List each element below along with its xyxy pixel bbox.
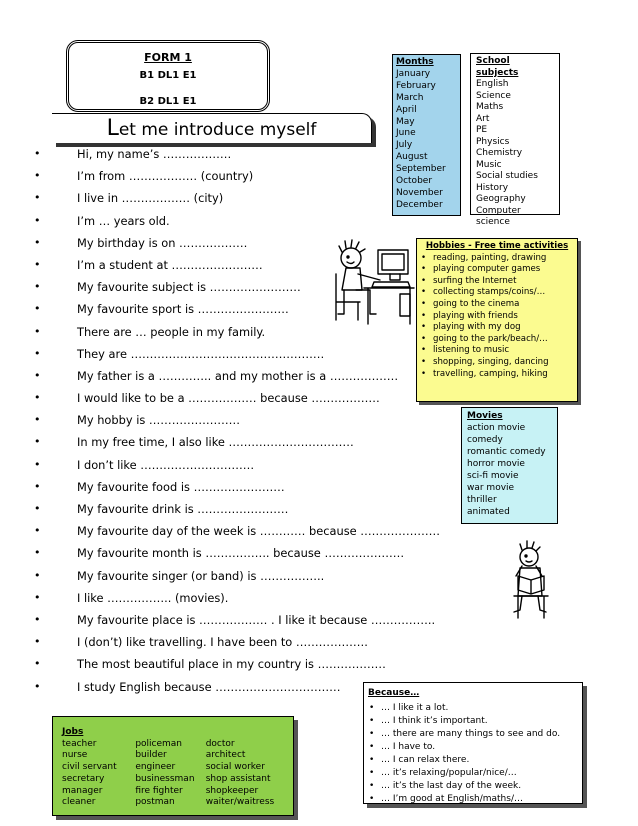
bullet-icon: • (369, 703, 375, 713)
month-item: February (396, 80, 436, 91)
hobby-item (420, 287, 574, 299)
job-item: social worker (205, 762, 265, 773)
sentence-text: I’m from ……………… (country) (77, 169, 254, 184)
bullet-icon: • (34, 302, 41, 316)
hobby-text: reading, painting, drawing (433, 252, 547, 263)
bullet-icon: • (369, 768, 375, 778)
movie-item: action movie (467, 423, 526, 433)
sentence-item (34, 187, 440, 209)
bullet-icon: • (421, 310, 427, 321)
bullet-icon: • (421, 287, 427, 298)
month-item: April (396, 104, 417, 115)
subject-item: Maths (476, 102, 504, 112)
job-item: waiter/waitress (205, 797, 275, 808)
title-initial: L (106, 116, 119, 141)
sentence-item (34, 520, 440, 542)
bullet-icon: • (34, 546, 41, 560)
hobbies-box (416, 238, 578, 402)
bullet-icon: • (34, 568, 41, 582)
hobby-text: collecting stamps/coins/… (433, 287, 546, 298)
sentence-text: I would like to be a ……………… because ……………… (77, 391, 380, 406)
sentence-text: I’m a student at …………………… (77, 257, 263, 272)
student-reading-illustration (506, 540, 556, 620)
page-title (52, 113, 372, 143)
sentence-text: My favourite drink is …………………… (77, 502, 289, 516)
job-item: civil servant (62, 762, 117, 773)
bullet-icon: • (34, 479, 41, 493)
bullet-icon: • (34, 191, 41, 205)
because-item (368, 767, 578, 780)
hobby-text: surfing the Internet (433, 275, 517, 286)
hobby-text: shopping, singing, dancing (433, 356, 549, 367)
month-item: January (396, 68, 431, 79)
sentence-text: My hobby is …………………… (77, 413, 241, 428)
bullet-icon: • (421, 264, 427, 275)
bullet-icon: • (421, 345, 427, 356)
jobs-header: Jobs (62, 727, 84, 737)
job-item: secretary (62, 773, 105, 784)
month-item: July (396, 140, 413, 151)
sentence-item (34, 143, 440, 165)
month-item: March (396, 92, 424, 103)
because-text: … I have to. (381, 742, 436, 752)
bullet-icon: • (34, 612, 41, 626)
hobby-text: listening to music (433, 345, 510, 356)
month-item: October (396, 176, 433, 187)
subject-item: Social studies (476, 171, 538, 181)
jobs-row (62, 762, 293, 774)
movie-item: comedy (467, 435, 503, 445)
month-item: August (396, 152, 428, 163)
sentence-item (34, 565, 440, 587)
hobby-item (420, 334, 574, 346)
bullet-icon: • (421, 252, 427, 263)
sentence-text: I live in ……………… (city) (77, 191, 224, 206)
sentence-item (34, 454, 440, 476)
movie-item: thriller (467, 495, 497, 505)
sentence-text: My favourite food is …………………… (77, 479, 285, 494)
bullet-icon: • (421, 356, 427, 367)
hobby-item (420, 276, 574, 288)
bullet-icon: • (34, 169, 41, 183)
sentence-text: My favourite subject is …………………… (77, 280, 301, 295)
bullet-icon: • (34, 524, 41, 538)
subject-item: Science (476, 90, 511, 101)
sentence-text: I (don’t) like travelling. I have been to ………………. (77, 635, 368, 650)
because-list (368, 702, 578, 806)
because-text: … I think it’s important. (381, 716, 488, 726)
title-rest: et me introduce myself (118, 120, 317, 140)
sentence-item (34, 631, 440, 653)
bullet-icon: • (34, 213, 41, 227)
bullet-icon: • (34, 280, 41, 294)
bullet-icon: • (34, 413, 41, 427)
jobs-box (52, 716, 294, 816)
bullet-icon: • (34, 435, 41, 449)
hobby-text: going to the park/beach/… (433, 333, 548, 344)
jobs-row (62, 750, 293, 762)
bullet-icon: • (369, 755, 375, 765)
bullet-icon: • (34, 635, 41, 649)
bullet-icon: • (34, 502, 41, 515)
because-text: … I’m good at English/maths/… (381, 794, 523, 804)
because-item (368, 715, 578, 728)
sentence-text: My favourite place is ……………… . I like it because …………….. (77, 612, 436, 627)
jobs-row (62, 774, 293, 786)
sentence-text: I’m … years old. (77, 213, 170, 228)
hobby-text: playing with friends (433, 310, 518, 321)
level-label-2: B2 DL1 E1 (139, 96, 197, 107)
sentence-item (34, 653, 440, 675)
sentence-text: My father is a ………….. and my mother is a ……………… (77, 368, 399, 383)
because-text: … it’s relaxing/popular/nice/… (381, 768, 517, 778)
hobby-item (420, 264, 574, 276)
movie-item: romantic comedy (467, 447, 546, 457)
job-item: architect (205, 750, 246, 761)
sentence-text: My favourite sport is …………………… (77, 302, 289, 317)
job-item: teacher (62, 738, 97, 749)
movie-item: horror movie (467, 459, 525, 469)
because-text: … I like it a lot. (381, 703, 449, 713)
sentence-item (34, 609, 440, 631)
subject-item: History (476, 182, 509, 193)
because-box (363, 682, 583, 804)
job-item: shopkeeper (205, 785, 259, 796)
bullet-icon: • (34, 590, 41, 604)
sentence-item (34, 476, 440, 498)
movie-item: animated (467, 507, 510, 517)
bullet-icon: • (369, 716, 375, 726)
hobby-item (420, 322, 574, 334)
job-item: builder (135, 750, 167, 761)
hobby-text: playing with my dog (433, 322, 521, 333)
form-level-box (66, 40, 270, 112)
bullet-icon: • (421, 322, 427, 333)
month-item: May (396, 116, 415, 127)
sentence-text: My favourite day of the week is ………… because ………………… (77, 524, 440, 539)
subject-item: Geography (476, 194, 526, 204)
sentence-list (34, 143, 440, 698)
month-item: September (396, 164, 446, 175)
bullet-icon: • (421, 368, 427, 379)
subject-item: Chemistry (476, 148, 523, 158)
movies-box (461, 407, 558, 524)
subjects-header: School subjects (476, 56, 519, 78)
sentence-item (34, 165, 440, 187)
because-text: … it’s the last day of the week. (381, 781, 522, 791)
sentence-item (34, 365, 440, 387)
hobbies-list (420, 253, 574, 381)
because-item (368, 702, 578, 715)
hobby-item (420, 369, 574, 381)
level-label-1: B1 DL1 E1 (139, 70, 197, 81)
bullet-icon: • (34, 457, 41, 471)
subject-item: Computer science (476, 205, 521, 227)
sentence-text: My favourite singer (or band) is …………….. (77, 568, 325, 583)
bullet-icon: • (34, 368, 41, 382)
bullet-icon: • (421, 298, 427, 309)
hobby-item (420, 345, 574, 357)
bullet-icon: • (34, 235, 41, 249)
job-item: cleaner (62, 797, 96, 808)
bullet-icon: • (34, 324, 41, 338)
bullet-icon: • (34, 346, 41, 360)
jobs-table (62, 739, 293, 809)
sentence-item (34, 498, 440, 520)
bullet-icon: • (34, 257, 41, 271)
months-list (396, 69, 457, 212)
sentence-item (34, 210, 440, 232)
subject-item: PE (476, 125, 488, 135)
sentence-item (34, 343, 440, 365)
form-label: FORM 1 (144, 51, 192, 64)
sentence-text: I don’t like ………………………… (77, 457, 255, 472)
job-item: shop assistant (205, 773, 271, 784)
sentence-text: They are …………………………………………… (77, 346, 325, 361)
because-item (368, 754, 578, 767)
movie-item: war movie (467, 483, 515, 493)
bullet-icon: • (369, 794, 375, 804)
because-item (368, 728, 578, 741)
sentence-text: I study English because …………………………… (77, 679, 341, 694)
subject-item: Physics (476, 136, 510, 147)
movies-list (467, 422, 552, 518)
sentence-text: In my free time, I also like …………………………… (77, 435, 354, 450)
sentence-item (34, 587, 440, 609)
months-box (392, 54, 461, 216)
bullet-icon: • (34, 147, 41, 160)
months-header: Months (396, 57, 434, 67)
hobbies-header: Hobbies - Free time activities (425, 241, 569, 251)
hobby-item (420, 299, 574, 311)
because-item (368, 793, 578, 806)
job-item: businessman (135, 773, 195, 784)
hobby-item (420, 253, 574, 265)
movies-header: Movies (467, 411, 503, 421)
bullet-icon: • (421, 275, 427, 286)
sentence-text: My favourite month is …………….. because ………………… (77, 546, 405, 561)
subjects-list (476, 79, 554, 229)
sentence-item (34, 409, 440, 431)
bullet-icon: • (34, 657, 41, 671)
bullet-icon: • (369, 729, 375, 739)
school-subjects-box (470, 53, 560, 227)
student-at-computer-illustration (330, 236, 416, 330)
because-text: … I can relax there. (381, 755, 470, 765)
bullet-icon: • (369, 742, 375, 752)
hobby-item (420, 311, 574, 323)
job-item: postman (135, 797, 175, 808)
subject-item: Art (476, 113, 490, 124)
movie-item: sci-fi movie (467, 471, 519, 481)
sentence-item (34, 431, 440, 453)
job-item: doctor (205, 738, 235, 749)
sentence-text: I like …………….. (movies). (77, 590, 229, 605)
subject-item: English (476, 79, 509, 89)
job-item: policeman (135, 738, 183, 749)
hobby-text: going to the cinema (433, 298, 520, 309)
sentence-item (34, 542, 440, 564)
hobby-item (420, 357, 574, 369)
jobs-row (62, 739, 293, 751)
jobs-row (62, 797, 293, 809)
bullet-icon: • (369, 781, 375, 791)
sentence-text: Hi, my name’s ……………… (77, 147, 232, 161)
jobs-row (62, 786, 293, 798)
hobby-text: travelling, camping, hiking (433, 368, 548, 379)
month-item: December (396, 199, 443, 210)
sentence-text: My birthday is on ……………… (77, 235, 248, 250)
hobby-text: playing computer games (433, 264, 541, 275)
bullet-icon: • (34, 679, 41, 693)
month-item: November (396, 187, 443, 198)
sentence-text: The most beautiful place in my country is ……………… (77, 657, 386, 672)
bullet-icon: • (421, 333, 427, 344)
because-item (368, 741, 578, 754)
because-item (368, 780, 578, 793)
sentence-item (34, 387, 440, 409)
bullet-icon: • (34, 391, 41, 405)
subject-item: Music (476, 159, 502, 170)
job-item: manager (62, 785, 103, 796)
because-text: … there are many things to see and do. (381, 729, 561, 739)
job-item: engineer (135, 762, 176, 773)
month-item: June (396, 128, 416, 139)
because-header: Because… (368, 688, 420, 698)
job-item: nurse (62, 750, 88, 761)
sentence-text: There are … people in my family. (77, 324, 266, 339)
job-item: fire fighter (135, 785, 183, 796)
